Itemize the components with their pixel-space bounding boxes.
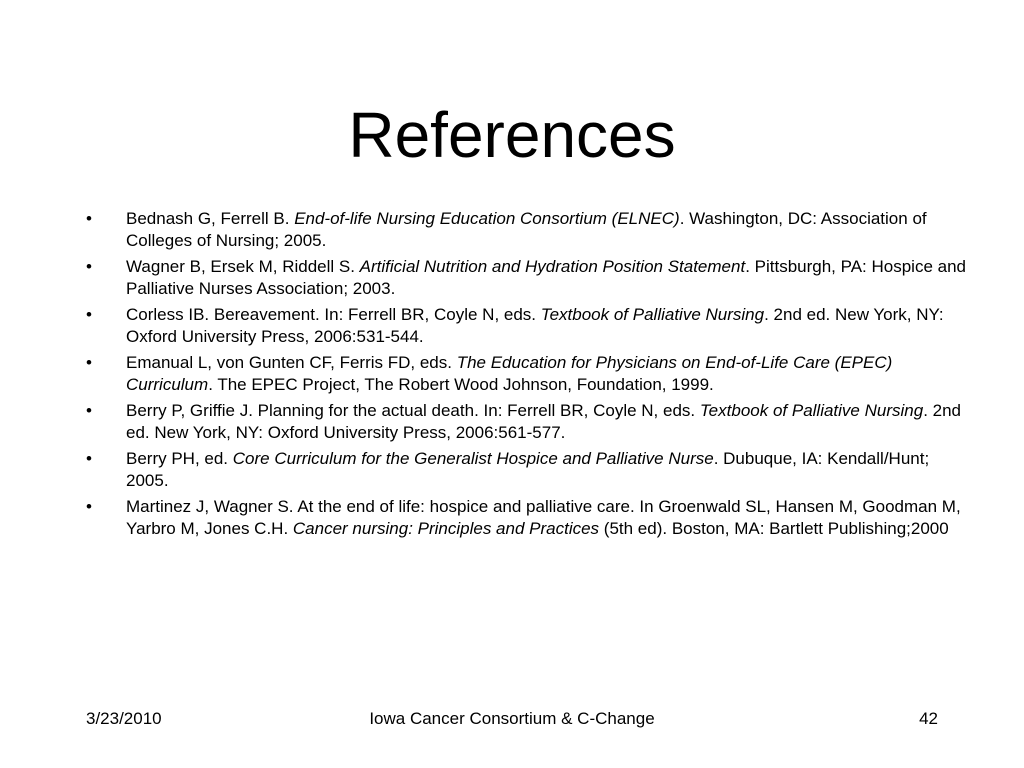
footer-date: 3/23/2010	[86, 709, 162, 728]
bullet-icon: •	[86, 401, 92, 420]
reference-text: Emanual L, von Gunten CF, Ferris FD, eds.	[126, 353, 457, 372]
reference-item	[86, 304, 966, 348]
reference-title: The Education for Physicians on End-of-Life Care (EPEC) Curriculum	[126, 353, 893, 394]
reference-text: . 2nd ed. New York, NY: Oxford University Press, 2006:531-544.	[126, 305, 944, 346]
reference-text: Martinez J, Wagner S. At the end of life: hospice and palliative care. In Groenwald SL, Hansen M, Goodman M, Yarbro M, Jones C.H.	[126, 497, 961, 538]
reference-text: Berry P, Griffie J. Planning for the actual death. In: Ferrell BR, Coyle N, eds.	[126, 401, 700, 420]
bullet-icon: •	[86, 257, 92, 276]
bullet-icon: •	[86, 305, 92, 324]
reference-item	[86, 352, 966, 396]
reference-text: . Dubuque, IA: Kendall/Hunt; 2005.	[126, 449, 930, 490]
bullet-icon: •	[86, 497, 92, 516]
reference-text: . 2nd ed. New York, NY: Oxford University Press, 2006:561-577.	[126, 401, 961, 442]
reference-title: Textbook of Palliative Nursing	[699, 401, 924, 420]
reference-item	[86, 448, 966, 492]
reference-text: Berry PH, ed.	[126, 449, 233, 468]
page-number: 42	[919, 709, 938, 728]
slide-title: References	[348, 99, 676, 171]
reference-item	[86, 496, 966, 540]
reference-item	[86, 256, 966, 300]
reference-item	[86, 400, 966, 444]
reference-text: (5th ed). Boston, MA: Bartlett Publishing;2000	[599, 519, 949, 538]
reference-text: Corless IB. Bereavement. In: Ferrell BR, Coyle N, eds.	[126, 305, 541, 324]
reference-title: Textbook of Palliative Nursing	[540, 305, 765, 324]
reference-text: Wagner B, Ersek M, Riddell S.	[126, 257, 360, 276]
reference-title: Artificial Nutrition and Hydration Position Statement	[359, 257, 746, 276]
reference-list	[86, 208, 966, 544]
reference-title: Cancer nursing: Principles and Practices	[292, 519, 600, 538]
reference-item	[86, 208, 966, 252]
reference-text: Bednash G, Ferrell B.	[126, 209, 295, 228]
bullet-icon: •	[86, 353, 92, 372]
reference-text: . Pittsburgh, PA: Hospice and Palliative Nurses Association; 2003.	[126, 257, 966, 298]
bullet-icon: •	[86, 209, 92, 228]
footer-organization: Iowa Cancer Consortium & C-Change	[369, 709, 655, 728]
bullet-icon: •	[86, 449, 92, 468]
reference-text: . Washington, DC: Association of Colleges of Nursing; 2005.	[126, 209, 927, 250]
reference-title: Core Curriculum for the Generalist Hospice and Palliative Nurse	[232, 449, 714, 468]
reference-text: . The EPEC Project, The Robert Wood Johnson, Foundation, 1999.	[208, 375, 714, 394]
reference-title: End-of-life Nursing Education Consortium (ELNEC)	[294, 209, 680, 228]
